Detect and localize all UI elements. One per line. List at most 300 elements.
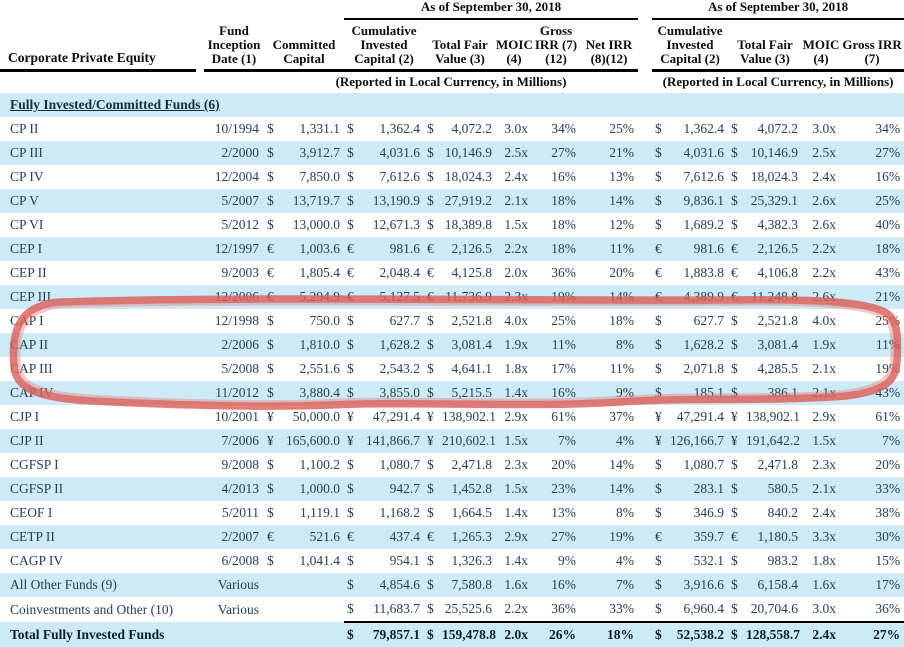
cell-g2-invested-currency: € [652,525,670,549]
cell-committed-currency: $ [267,361,274,376]
cell-g1-moic: 2.5x [496,141,532,165]
group2-title: As of September 30, 2018 [652,0,904,19]
cell-g1-gross-irr: 11% [532,333,580,357]
cell-g1-moic: 2.1x [496,189,532,213]
row-gap [196,549,204,573]
currency-note-2: (Reported in Local Currency, in Millions) [662,74,894,90]
cell-g2-gross-irr: 27% [840,622,904,647]
cell-g1-moic: 4.0x [504,313,528,328]
group-gap [638,261,652,285]
row-gap [196,261,204,285]
cell-committed-capital: 750.0 [309,313,340,328]
cell-committed-currency: € [267,265,274,280]
cell-g1-fair-currency: $ [424,141,442,165]
cell-g2-fair-currency: € [731,265,738,280]
group-gap [638,117,652,141]
cell-g1-fair-currency: $ [427,505,434,520]
currency-note-row [0,71,904,94]
cell-committed-capital [282,573,344,597]
cell-g1-invested-currency: $ [347,361,354,376]
cell-committed-capital: 1,041.4 [299,553,340,568]
cell-g1-total-fair-value: 18,024.3 [444,169,492,184]
cell-g2-cumulative-invested: 1,362.4 [683,121,725,136]
cell-g1-gross-irr: 18% [532,237,580,261]
cell-g1-total-fair-value: 18,389.8 [444,217,492,232]
col-g1-net-irr: Net IRR (8)(12) [580,19,638,71]
cell-g2-total-fair-value: 4,285.5 [757,361,799,376]
cell-inception-date: 12/2006 [204,285,264,309]
cell-g2-moic: 2.2x [812,265,837,280]
cell-g1-moic: 1.4x [504,505,528,520]
cell-g2-fair-currency: ¥ [728,429,746,453]
cell-g2-invested-currency: $ [655,361,662,376]
cell-g1-net-irr: 20% [609,265,635,280]
cell-g1-gross-irr: 7% [532,429,580,453]
cell-g2-invested-currency: $ [655,553,662,568]
cell-g2-cumulative-invested: 283.1 [670,477,728,501]
cell-g1-gross-irr: 26% [532,622,580,647]
col-g1-moic: MOIC (4) [496,19,532,71]
cell-g2-fair-currency: € [728,237,746,261]
cell-g2-invested-currency: $ [652,381,670,405]
cell-g2-total-fair-value: 386.1 [746,381,802,405]
cell-fund-name: CAP II [0,333,196,357]
cell-inception-date: 9/2003 [221,265,259,280]
cell-committed-currency [264,573,282,597]
cell-g1-total-fair-value: 210,602.1 [442,429,496,453]
cell-g1-fair-currency: $ [427,457,434,472]
cell-fund-name: CEP I [0,237,196,261]
cell-g1-moic: 1.5x [496,477,532,501]
cell-inception-date: 5/2012 [221,217,259,232]
cell-g1-invested-currency: $ [344,477,364,501]
cell-g1-cumulative-invested: 981.6 [364,237,424,261]
cell-g1-fair-currency: $ [427,361,434,376]
cell-g1-total-fair-value: 159,478.8 [442,622,496,647]
cell-g1-cumulative-invested: 954.1 [389,553,420,568]
cell-g2-moic: 2.4x [812,505,837,520]
cell-g2-gross-irr: 38% [875,505,901,520]
cell-g2-cumulative-invested: 7,612.6 [683,169,725,184]
cell-g2-fair-currency: $ [728,381,746,405]
group-gap [638,477,652,501]
cell-g2-gross-irr: 27% [840,141,904,165]
cell-g2-total-fair-value: 840.2 [767,505,799,520]
group-gap [638,525,652,549]
group-gap [638,0,652,19]
cell-g1-gross-irr: 27% [532,141,580,165]
cell-g1-total-fair-value: 2,126.5 [442,237,496,261]
cell-g2-cumulative-invested: 6,960.4 [683,601,725,616]
col-g2-gross-irr: Gross IRR (7) [840,19,904,71]
cell-g1-fair-currency: € [424,285,442,309]
fund-row [0,549,904,573]
cell-fund-name: All Other Funds (9) [0,573,196,597]
cell-committed-capital: 3,912.7 [282,141,344,165]
cell-g2-moic: 1.8x [812,553,837,568]
cell-g1-moic: 2.0x [496,622,532,647]
row-gap [196,597,204,622]
cell-g1-moic: 1.4x [496,381,532,405]
fund-row [0,189,904,213]
cell-g2-gross-irr: 30% [840,525,904,549]
cell-g1-cumulative-invested: 141,866.7 [364,429,424,453]
cell-g2-fair-currency: $ [731,217,738,232]
cell-inception-date: Various [204,573,264,597]
cell-g2-gross-irr: 40% [875,217,901,232]
cell-g1-net-irr: 14% [580,285,638,309]
section-header-label: Fully Invested/Committed Funds (6) [10,97,220,112]
cell-g1-cumulative-invested: 13,190.9 [364,189,424,213]
cell-inception-date: 12/1998 [214,313,259,328]
cell-g2-cumulative-invested: 1,689.2 [683,217,725,232]
cell-g1-total-fair-value: 10,146.9 [442,141,496,165]
cell-g1-gross-irr: 16% [551,169,576,184]
cell-g2-gross-irr: 33% [840,477,904,501]
cell-g1-total-fair-value: 4,072.2 [451,121,492,136]
cell-g1-fair-currency: $ [427,553,434,568]
cell-committed-currency: $ [267,121,274,136]
cell-committed-capital: 1,119.1 [300,505,340,520]
cell-g2-moic: 2.4x [812,169,837,184]
cell-g2-invested-currency: ¥ [652,429,670,453]
cell-g2-total-fair-value: 6,158.4 [746,573,802,597]
cell-g1-moic: 1.8x [504,361,528,376]
cell-g1-cumulative-invested: 1,168.2 [379,505,420,520]
row-gap [196,189,204,213]
cell-g2-total-fair-value: 11,248.8 [746,285,802,309]
note-gap [638,71,652,94]
cell-g2-gross-irr: 20% [875,457,901,472]
fund-row [0,501,904,525]
cell-g1-moic: 2.9x [504,409,528,424]
cell-g2-cumulative-invested: 126,166.7 [670,429,728,453]
cell-g2-gross-irr: 11% [840,333,904,357]
cell-g1-cumulative-invested: 1,628.2 [364,333,424,357]
cell-g2-gross-irr: 61% [875,409,901,424]
cell-g2-fair-currency: $ [731,457,738,472]
cell-g2-moic: 2.1x [812,361,837,376]
row-gap [196,477,204,501]
cell-g1-net-irr: 33% [609,601,635,616]
cell-g1-gross-irr: 18% [532,189,580,213]
cell-g1-net-irr: 4% [616,553,635,568]
cell-g2-cumulative-invested: 346.9 [693,505,725,520]
cell-g1-gross-irr: 9% [558,553,576,568]
cell-g1-invested-currency: ¥ [344,429,364,453]
fund-row [0,141,904,165]
row-gap [196,622,204,647]
row-gap [196,357,204,381]
fund-row [0,477,904,501]
cell-g1-invested-currency: $ [344,189,364,213]
cell-g1-total-fair-value: 1,664.5 [451,505,492,520]
group-gap [638,237,652,261]
cell-g1-gross-irr: 16% [532,381,580,405]
cell-g1-net-irr: 25% [609,121,635,136]
cell-fund-name: CGFSP II [0,477,196,501]
cell-g1-invested-currency: € [344,237,364,261]
fund-row [0,357,904,381]
cell-g2-invested-currency: $ [652,333,670,357]
group-gap [638,213,652,237]
row-gap [196,333,204,357]
cell-g2-invested-currency: $ [655,313,662,328]
cell-committed-currency: € [264,285,282,309]
fund-row [0,573,904,597]
row-gap [196,237,204,261]
cell-g1-net-irr: 19% [580,525,638,549]
cell-committed-currency [264,597,282,622]
cell-g2-moic: 2.6x [812,217,837,232]
cell-g1-fair-currency: $ [424,381,442,405]
group-gap [638,453,652,477]
cell-committed-currency [264,622,282,647]
cell-g1-invested-currency: $ [347,121,354,136]
col-g2-total-fair-value: Total Fair Value (3) [728,19,802,71]
cell-g2-invested-currency: € [652,237,670,261]
cell-fund-name: CEOF I [10,505,53,520]
cell-committed-capital: 13,719.7 [282,189,344,213]
cell-g2-cumulative-invested: 1,080.7 [683,457,725,472]
cell-g2-cumulative-invested: 1,883.8 [683,265,725,280]
cell-g1-invested-currency: $ [347,457,354,472]
cell-g1-invested-currency: $ [344,141,364,165]
cell-g1-fair-currency: $ [427,169,434,184]
cell-inception-date [204,622,264,647]
cell-fund-name: CAP III [10,361,53,376]
cell-committed-currency: $ [264,381,282,405]
cell-inception-date: 4/2013 [204,477,264,501]
cell-g2-cumulative-invested: 1,628.2 [670,333,728,357]
cell-g1-gross-irr: 13% [551,505,576,520]
cell-g2-cumulative-invested: 47,291.4 [676,409,725,424]
group-gap [638,189,652,213]
fund-row [0,237,904,261]
fund-row [0,261,904,285]
cell-inception-date: 10/2001 [214,409,259,424]
col-g2-cumulative-invested: Cumulative Invested Capital (2) [652,19,728,71]
cell-g1-net-irr: 13% [609,169,635,184]
group-gap [638,141,652,165]
cell-g1-net-irr: 14% [609,457,635,472]
cell-g2-fair-currency: € [728,525,746,549]
cell-g2-invested-currency: $ [652,622,670,647]
cell-g1-cumulative-invested: 5,127.5 [364,285,424,309]
cell-g1-moic: 1.5x [496,429,532,453]
group-title-row [0,0,904,19]
cell-g2-moic: 2.3x [812,457,837,472]
cell-g2-cumulative-invested: 185.1 [670,381,728,405]
cell-g1-moic: 1.9x [496,333,532,357]
cell-g1-cumulative-invested: 7,612.6 [379,169,420,184]
cell-g2-cumulative-invested: 981.6 [670,237,728,261]
cell-g2-moic: 3.0x [812,601,837,616]
cell-fund-name: CETP II [0,525,196,549]
cell-inception-date: 5/2008 [221,361,259,376]
fund-row [0,525,904,549]
fund-row [0,117,904,141]
cell-committed-capital: 13,000.0 [292,217,340,232]
cell-fund-name: Coinvestments and Other (10) [10,601,174,617]
cell-committed-capital: 1,805.4 [299,265,340,280]
note-spacer [0,71,264,94]
cell-committed-currency: $ [267,169,274,184]
cell-g1-cumulative-invested: 79,857.1 [364,622,424,647]
cell-g1-gross-irr: 36% [551,265,576,280]
cell-g2-gross-irr: 16% [875,169,901,184]
cell-g2-total-fair-value: 1,180.5 [746,525,802,549]
cell-g2-gross-irr: 19% [875,361,901,376]
cell-g2-fair-currency: $ [728,333,746,357]
total-row [0,622,904,647]
cell-g2-moic: 2.6x [802,285,840,309]
cell-g1-fair-currency: € [424,237,442,261]
col-g1-total-fair-value: Total Fair Value (3) [424,19,496,71]
cell-g2-cumulative-invested: 359.7 [670,525,728,549]
cell-g2-total-fair-value: 4,072.2 [757,121,799,136]
col-g1-gross-irr: Gross IRR (7)(12) [532,19,580,71]
cell-g2-total-fair-value: 191,642.2 [746,429,802,453]
group-title-spacer [0,0,344,19]
row-gap [196,213,204,237]
row-gap [196,141,204,165]
cell-committed-capital: 5,294.9 [282,285,344,309]
cell-inception-date: 9/2008 [221,457,259,472]
cell-g1-fair-currency: $ [424,622,442,647]
col-g2-moic: MOIC (4) [802,19,840,71]
cell-inception-date: Various [217,601,259,617]
cell-g2-moic: 2.1x [802,477,840,501]
cell-g1-cumulative-invested: 2,048.4 [379,265,420,280]
cell-g1-moic: 2.2x [496,237,532,261]
cell-committed-currency: $ [264,189,282,213]
cell-g1-total-fair-value: 27,919.2 [442,189,496,213]
fund-row [0,597,904,622]
cell-g1-total-fair-value: 138,902.1 [442,409,496,424]
col-g1-cumulative-invested: Cumulative Invested Capital (2) [344,19,424,71]
cell-g2-moic: 1.5x [802,429,840,453]
cell-g1-invested-currency: $ [347,313,354,328]
cell-g1-net-irr: 18% [580,622,638,647]
row-gap [196,309,204,333]
cell-g2-moic: 1.9x [802,333,840,357]
header-gap [638,19,652,71]
group-gap [638,381,652,405]
group-gap [638,309,652,333]
cell-g1-net-irr: 14% [580,189,638,213]
cell-g1-moic: 2.4x [504,169,528,184]
cell-committed-currency: € [264,237,282,261]
cell-fund-name: CP VI [10,217,44,232]
cell-committed-capital [282,597,344,622]
cell-g2-total-fair-value: 580.5 [746,477,802,501]
cell-g2-moic: 2.5x [802,141,840,165]
cell-g2-invested-currency: $ [655,169,662,184]
group-gap [638,429,652,453]
cell-inception-date: 12/1997 [204,237,264,261]
cell-g1-total-fair-value: 25,525.6 [444,601,492,616]
cell-g1-total-fair-value: 1,326.3 [451,553,492,568]
cell-g1-moic: 2.2x [504,601,528,616]
cell-g1-invested-currency: $ [344,573,364,597]
cell-inception-date: 5/2011 [222,505,259,520]
cell-g1-cumulative-invested: 1,362.4 [379,121,420,136]
cell-committed-currency: $ [267,313,274,328]
fund-row [0,429,904,453]
cell-fund-name: CP IV [10,169,44,184]
table-body [0,93,904,647]
cell-g2-gross-irr: 43% [875,265,901,280]
cell-g1-total-fair-value: 5,215.5 [442,381,496,405]
cell-committed-capital: 3,880.4 [282,381,344,405]
cell-fund-name: CGFSP I [10,457,59,472]
cell-fund-name: CAP I [10,313,44,328]
col-fund-inception-date: Fund Inception Date (1) [204,19,264,71]
cell-committed-capital: 1,100.2 [299,457,340,472]
group-gap [638,573,652,597]
fund-row [0,381,904,405]
cell-g1-moic: 2.3x [504,457,528,472]
cell-committed-currency: $ [267,553,274,568]
col-committed-capital: Committed Capital [264,19,344,71]
cell-g1-net-irr: 8% [580,333,638,357]
cell-g2-cumulative-invested: 627.7 [693,313,725,328]
cell-g1-gross-irr: 27% [532,525,580,549]
cell-g1-gross-irr: 20% [551,457,576,472]
section-header-row [0,93,904,117]
cell-g2-fair-currency: $ [731,553,738,568]
cell-g1-gross-irr: 17% [551,361,576,376]
cell-g1-gross-irr: 36% [551,601,576,616]
cell-g2-invested-currency: € [652,285,670,309]
group-gap [638,333,652,357]
cell-g2-moic: 1.6x [802,573,840,597]
cell-g1-gross-irr: 18% [551,217,576,232]
cell-g1-cumulative-invested: 47,291.4 [372,409,420,424]
cell-g2-fair-currency: $ [731,121,738,136]
cell-fund-name: CEP II [10,265,47,280]
cell-g1-fair-currency: $ [427,217,434,232]
cell-g1-net-irr: 18% [609,313,635,328]
cell-g1-cumulative-invested: 4,854.6 [364,573,424,597]
cell-g2-gross-irr: 21% [840,285,904,309]
cell-g1-fair-currency: $ [424,573,442,597]
cell-g2-gross-irr: 43% [840,381,904,405]
cell-fund-name: CAP IV [0,381,196,405]
fund-row [0,165,904,189]
cell-g1-cumulative-invested: 4,031.6 [364,141,424,165]
cell-committed-currency: $ [264,141,282,165]
cell-inception-date: 2/2000 [204,141,264,165]
cell-g1-net-irr: 8% [616,505,635,520]
cell-g2-fair-currency: $ [731,169,738,184]
cell-g2-moic: 3.3x [802,525,840,549]
cell-g1-net-irr: 11% [580,237,638,261]
cell-g2-fair-currency: € [728,285,746,309]
row-gap [196,117,204,141]
cell-g2-moic: 4.0x [812,313,837,328]
currency-note-1: (Reported in Local Currency, in Millions) [335,74,567,90]
cell-g2-total-fair-value: 128,558.7 [746,622,802,647]
cell-g2-gross-irr: 34% [875,121,901,136]
cell-g1-total-fair-value: 3,081.4 [442,333,496,357]
group-gap [638,405,652,429]
cell-g2-moic: 2.6x [802,189,840,213]
cell-committed-capital: 2,551.6 [299,361,340,376]
cell-g1-net-irr: 14% [580,477,638,501]
cell-g1-gross-irr: 34% [551,121,576,136]
